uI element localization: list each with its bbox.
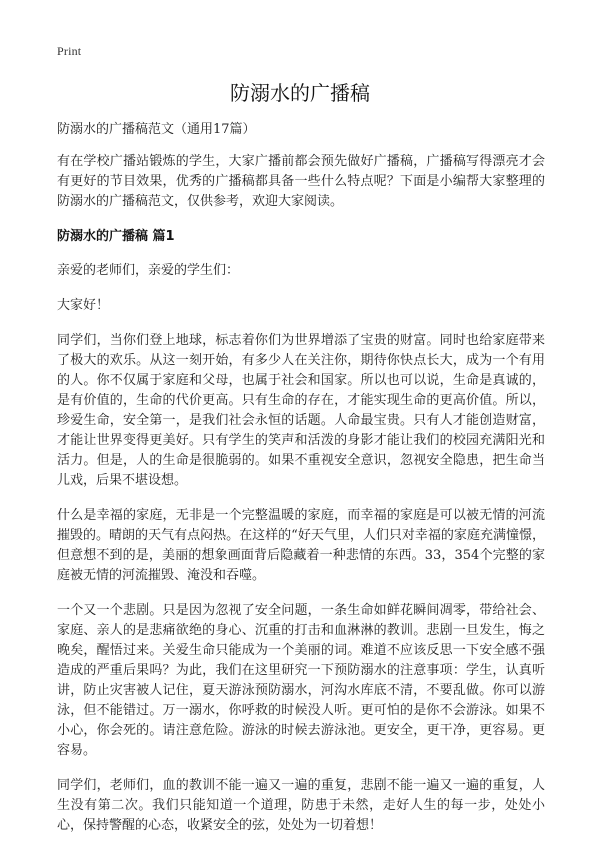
paragraph-greeting: 大家好！ xyxy=(57,298,110,313)
paragraph-body: 同学们，当你们登上地球，标志着你们为世界增添了宝贵的财富。同时也给家庭带来了极大的欢乐。从这一刻开始，有多少人在关注你，期待你快点长大，成为一个有用的人。你不仅属于家庭和父母，也属于社会和国家。所以也可以说，生命是真诚的，是有价值的，生命的代价更高。只有生命的存在，才能实现生命的更高价值。所以，珍爱生命，安全第一，是我们社会永恒的话题。人命最宝贵。只有人才能创造财富，才能让世界变得更美好。只有学生的笑声和活泼的身影才能让我们的校园充满阳光和活力。但是，人的生命是很脆弱的。如果不重视安全意识，忽视安全隐患，把生命当儿戏，后果不堪设想。 xyxy=(57,333,545,488)
print-link[interactable]: Print xyxy=(57,44,82,58)
section-heading: 防溺水的广播稿 篇1 xyxy=(57,229,175,244)
paragraph-salutation: 亲爱的老师们，亲爱的学生们： xyxy=(57,263,240,278)
paragraph-body: 一个又一个悲剧。只是因为忽视了安全问题，一条生命如鲜花瞬间凋零，带给社会、家庭、亲人的是悲痛欲绝的身心、沉重的打击和血淋淋的教训。悲剧一旦发生，悔之晚矣，醒悟过来。关爱生命只能成为一个美丽的词。难道不应该反思一下安全感不强造成的严重后果吗？为此，我们在这里研究一下预防溺水的注意事项：学生，认真听讲，防止灾害被人记住，夏天游泳预防溺水，河沟水库底不清，不要乱做。你可以游泳，但不能错过。万一溺水，你呼救的时候没人听。更可怕的是你不会游泳。如果不小心，你会死的。请注意危险。游泳的时候去游泳池。更安全，更干净，更容易。更容易。 xyxy=(57,603,545,758)
article-intro: 有在学校广播站锻炼的学生，大家广播前都会预先做好广播稿，广播稿写得漂亮才会有更好的节目效果，优秀的广播稿都具备一些什么特点呢？下面是小编帮大家整理的防溺水的广播稿范文，仅供参考，欢迎大家阅读。 xyxy=(57,154,545,209)
paragraph-body: 同学们，老师们，血的教训不能一遍又一遍的重复，悲剧不能一遍又一遍的重复，人生没有第二次。我们只能知道一个道理，防患于未然，走好人生的每一步，处处小心，保持警醒的心态，收紧安全的弦，处处为一切着想！ xyxy=(57,778,545,833)
article-subtitle: 防溺水的广播稿范文（通用17篇） xyxy=(57,122,256,137)
page-title: 防溺水的广播稿 xyxy=(230,81,370,105)
article-body xyxy=(57,120,545,851)
paragraph-body: 什么是幸福的家庭，无非是一个完整温暖的家庭，而幸福的家庭是可以被无情的河流摧毁的。晴朗的天气有点闷热。在这样的“好天气里，人们只对幸福的家庭充满憧憬，但意想不到的是，美丽的想象画面背后隐藏着一种悲情的东西。33，354个完整的家庭被无情的河流摧毁、淹没和吞噬。 xyxy=(57,508,545,583)
